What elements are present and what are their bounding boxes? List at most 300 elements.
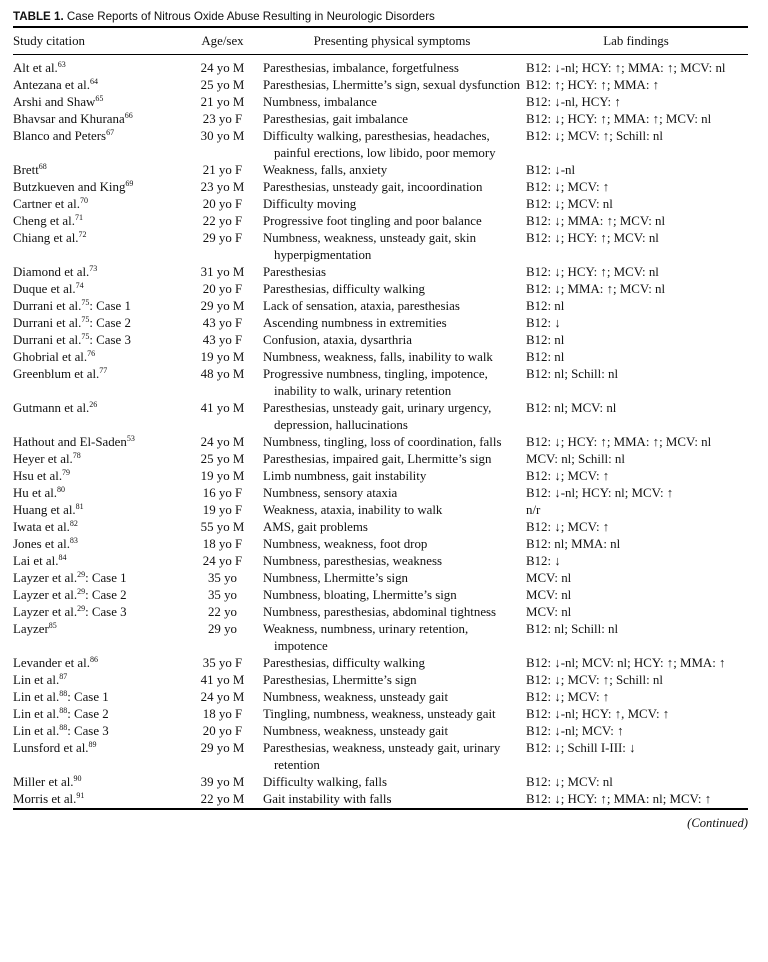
citation-case: : Case 3 xyxy=(85,605,127,619)
citation-name: Durrani et al. xyxy=(13,299,82,313)
citation-ref: 66 xyxy=(124,111,133,120)
study-citation xyxy=(13,111,185,128)
symptoms: Difficulty moving xyxy=(263,197,357,211)
age-sex: 29 yo M xyxy=(200,741,245,755)
symptoms-cell xyxy=(260,553,524,570)
lab-findings: B12: ↓; MMA: ↑; MCV: nl xyxy=(526,282,666,296)
citation-ref: 89 xyxy=(88,740,97,749)
age-sex: 43 yo F xyxy=(202,333,243,347)
table-row xyxy=(13,162,748,179)
header-age-sex: Age/sex xyxy=(201,33,244,48)
citation-case: : Case 3 xyxy=(67,724,109,738)
lab-findings: B12: nl xyxy=(526,350,565,364)
citation-name: Miller et al. xyxy=(13,775,74,789)
table-row xyxy=(13,366,748,400)
symptoms: Numbness, tingling, loss of coordination, falls xyxy=(263,435,502,449)
table-row xyxy=(13,332,748,349)
age-sex: 31 yo M xyxy=(200,265,245,279)
citation-ref: 86 xyxy=(89,655,98,664)
citation-ref: 81 xyxy=(75,502,84,511)
symptoms: Limb numbness, gait instability xyxy=(263,469,427,483)
symptoms-cell xyxy=(260,689,524,706)
table-page xyxy=(13,8,748,831)
symptoms-cell xyxy=(260,281,524,298)
citation-name: Iwata et al. xyxy=(13,520,70,534)
table-row xyxy=(13,723,748,740)
symptoms: Numbness, imbalance xyxy=(263,95,377,109)
citation-name: Blanco and Peters xyxy=(13,129,107,143)
symptoms: Paresthesias, difficulty walking xyxy=(263,656,425,670)
lab-findings: B12: ↓-nl, HCY: ↑ xyxy=(526,95,621,109)
citation-name: Heyer et al. xyxy=(13,452,73,466)
age-sex: 29 yo xyxy=(207,622,237,636)
lab-findings: B12: ↓; MCV: nl xyxy=(526,775,613,789)
lab-findings: B12: nl xyxy=(526,333,565,347)
table-row xyxy=(13,689,748,706)
symptoms: Paresthesias, imbalance, forgetfulness xyxy=(263,61,459,75)
symptoms: Confusion, ataxia, dysarthria xyxy=(263,333,412,347)
age-sex: 20 yo F xyxy=(202,197,243,211)
symptoms: Difficulty walking, falls xyxy=(263,775,387,789)
table-row xyxy=(13,740,748,774)
symptoms: Paresthesias, Lhermitte’s sign, sexual dysfunction xyxy=(263,78,521,92)
lab-findings: B12: ↓; MCV: ↑ xyxy=(526,469,610,483)
citation-ref: 88 xyxy=(59,689,68,698)
age-sex: 55 yo M xyxy=(200,520,245,534)
lab-findings: B12: ↓; MMA: ↑; MCV: nl xyxy=(526,214,666,228)
header-symptoms: Presenting physical symptoms xyxy=(313,33,471,48)
citation-name: Hathout and El-Saden xyxy=(13,435,127,449)
symptoms-cell xyxy=(260,349,524,366)
citation-name: Bhavsar and Khurana xyxy=(13,112,125,126)
symptoms: Paresthesias, weakness, unsteady gait, urinary retention xyxy=(263,741,501,772)
symptoms-cell xyxy=(260,400,524,434)
citation-ref: 67 xyxy=(106,128,115,137)
age-sex: 21 yo F xyxy=(202,163,243,177)
table-row xyxy=(13,791,748,808)
study-citation xyxy=(13,77,185,94)
citation-name: Butzkueven and King xyxy=(13,180,126,194)
age-sex: 30 yo M xyxy=(200,129,245,143)
symptoms: Difficulty walking, paresthesias, headaches, painful erections, low libido, poor memory xyxy=(263,129,496,160)
citation-ref: 82 xyxy=(69,519,78,528)
citation-ref: 72 xyxy=(78,230,87,239)
case-reports-table xyxy=(13,28,748,808)
symptoms: Weakness, numbness, urinary retention, impotence xyxy=(263,622,469,653)
study-citation xyxy=(13,774,185,791)
age-sex: 19 yo F xyxy=(202,503,243,517)
symptoms-cell xyxy=(260,774,524,791)
symptoms-cell xyxy=(260,315,524,332)
table-caption-text: Case Reports of Nitrous Oxide Abuse Resulting in Neurologic Disorders xyxy=(66,10,435,23)
citation-ref: 79 xyxy=(62,468,71,477)
citation-ref: 75 xyxy=(81,332,90,341)
age-sex: 41 yo M xyxy=(200,401,245,415)
table-row xyxy=(13,264,748,281)
study-citation xyxy=(13,587,185,604)
lab-findings: B12: ↓-nl; HCY: ↑, MCV: ↑ xyxy=(526,707,670,721)
age-sex: 19 yo M xyxy=(200,350,245,364)
study-citation xyxy=(13,451,185,468)
citation-ref: 83 xyxy=(69,536,78,545)
study-citation xyxy=(13,332,185,349)
table-row xyxy=(13,349,748,366)
header-lab-findings: Lab findings xyxy=(603,33,669,48)
citation-name: Alt et al. xyxy=(13,61,58,75)
symptoms: Paresthesias, unsteady gait, incoordination xyxy=(263,180,483,194)
table-row xyxy=(13,281,748,298)
symptoms: Paresthesias, Lhermitte’s sign xyxy=(263,673,417,687)
lab-findings: B12: nl; MMA: nl xyxy=(526,537,621,551)
citation-case: : Case 2 xyxy=(67,707,109,721)
table-row xyxy=(13,196,748,213)
citation-name: Cheng et al. xyxy=(13,214,75,228)
study-citation xyxy=(13,485,185,502)
citation-ref: 88 xyxy=(59,706,68,715)
symptoms: Numbness, bloating, Lhermitte’s sign xyxy=(263,588,457,602)
age-sex: 23 yo F xyxy=(202,112,243,126)
table-row xyxy=(13,434,748,451)
study-citation xyxy=(13,570,185,587)
citation-name: Lin et al. xyxy=(13,707,60,721)
citation-name: Layzer et al. xyxy=(13,588,78,602)
symptoms-cell xyxy=(260,366,524,400)
citation-ref: 26 xyxy=(89,400,98,409)
symptoms-cell xyxy=(260,196,524,213)
citation-case: : Case 2 xyxy=(89,316,131,330)
lab-findings: B12: ↓; MCV: ↑; Schill: nl xyxy=(526,673,663,687)
age-sex: 48 yo M xyxy=(200,367,245,381)
citation-name: Cartner et al. xyxy=(13,197,80,211)
header-study-citation: Study citation xyxy=(13,33,85,48)
symptoms: Paresthesias, difficulty walking xyxy=(263,282,425,296)
lab-findings: MCV: nl xyxy=(526,605,572,619)
symptoms: Progressive numbness, tingling, impotence, inability to walk, urinary retention xyxy=(263,367,488,398)
table-row xyxy=(13,502,748,519)
citation-name: Durrani et al. xyxy=(13,316,82,330)
citation-name: Brett xyxy=(13,163,39,177)
age-sex: 35 yo xyxy=(207,588,237,602)
citation-ref: 85 xyxy=(48,621,57,630)
citation-ref: 64 xyxy=(89,77,98,86)
table-row xyxy=(13,111,748,128)
symptoms-cell xyxy=(260,672,524,689)
symptoms-cell xyxy=(260,434,524,451)
lab-findings: B12: ↓-nl; MCV: ↑ xyxy=(526,724,624,738)
table-row xyxy=(13,400,748,434)
symptoms: Tingling, numbness, weakness, unsteady gait xyxy=(263,707,496,721)
age-sex: 25 yo M xyxy=(200,78,245,92)
lab-findings: B12: ↓; HCY: ↑; MMA: ↑; MCV: nl xyxy=(526,435,712,449)
symptoms: Gait instability with falls xyxy=(263,792,392,806)
citation-ref: 53 xyxy=(126,434,135,443)
citation-ref: 91 xyxy=(76,791,85,800)
table-row xyxy=(13,604,748,621)
lab-findings: B12: ↓-nl; MCV: nl; HCY: ↑; MMA: ↑ xyxy=(526,656,726,670)
symptoms: Numbness, sensory ataxia xyxy=(263,486,398,500)
citation-ref: 84 xyxy=(58,553,67,562)
study-citation xyxy=(13,349,185,366)
symptoms-cell xyxy=(260,55,524,77)
table-row xyxy=(13,774,748,791)
age-sex: 23 yo M xyxy=(200,180,245,194)
citation-ref: 88 xyxy=(59,723,68,732)
age-sex: 18 yo F xyxy=(202,537,243,551)
study-citation xyxy=(13,672,185,689)
study-citation xyxy=(13,604,185,621)
citation-name: Layzer xyxy=(13,622,49,636)
citation-name: Arshi and Shaw xyxy=(13,95,96,109)
lab-findings: B12: nl; MCV: nl xyxy=(526,401,617,415)
citation-name: Chiang et al. xyxy=(13,231,79,245)
symptoms: Progressive foot tingling and poor balance xyxy=(263,214,482,228)
citation-name: Lai et al. xyxy=(13,554,59,568)
citation-name: Layzer et al. xyxy=(13,605,78,619)
table-row xyxy=(13,213,748,230)
citation-ref: 29 xyxy=(77,604,86,613)
symptoms: Weakness, falls, anxiety xyxy=(263,163,388,177)
table-row xyxy=(13,55,748,77)
symptoms-cell xyxy=(260,604,524,621)
table-row xyxy=(13,519,748,536)
symptoms-cell xyxy=(260,502,524,519)
symptoms-cell xyxy=(260,740,524,774)
symptoms-cell xyxy=(260,128,524,162)
age-sex: 35 yo F xyxy=(202,656,243,670)
citation-ref: 78 xyxy=(72,451,81,460)
continued-note: (Continued) xyxy=(687,816,748,830)
lab-findings: n/r xyxy=(526,503,541,517)
citation-ref: 75 xyxy=(81,315,90,324)
table-caption xyxy=(13,8,748,26)
symptoms: Numbness, weakness, foot drop xyxy=(263,537,428,551)
citation-name: Morris et al. xyxy=(13,792,77,806)
lab-findings: B12: nl xyxy=(526,299,565,313)
symptoms-cell xyxy=(260,264,524,281)
study-citation xyxy=(13,128,185,162)
age-sex: 43 yo F xyxy=(202,316,243,330)
citation-case: : Case 1 xyxy=(85,571,127,585)
citation-name: Durrani et al. xyxy=(13,333,82,347)
age-sex: 39 yo M xyxy=(200,775,245,789)
study-citation xyxy=(13,723,185,740)
lab-findings: B12: ↓; Schill I-III: ↓ xyxy=(526,741,636,755)
citation-name: Lin et al. xyxy=(13,724,60,738)
symptoms-cell xyxy=(260,536,524,553)
citation-case: : Case 2 xyxy=(85,588,127,602)
symptoms-cell xyxy=(260,621,524,655)
symptoms-cell xyxy=(260,213,524,230)
age-sex: 24 yo F xyxy=(202,554,243,568)
study-citation xyxy=(13,213,185,230)
age-sex: 24 yo M xyxy=(200,435,245,449)
citation-name: Greenblum et al. xyxy=(13,367,100,381)
citation-ref: 68 xyxy=(38,162,47,171)
symptoms-cell xyxy=(260,77,524,94)
lab-findings: B12: ↑; HCY: ↑; MMA: ↑ xyxy=(526,78,660,92)
citation-ref: 63 xyxy=(57,60,66,69)
study-citation xyxy=(13,740,185,774)
symptoms-cell xyxy=(260,723,524,740)
symptoms-cell xyxy=(260,468,524,485)
symptoms: Paresthesias, impaired gait, Lhermitte’s sign xyxy=(263,452,492,466)
age-sex: 16 yo F xyxy=(202,486,243,500)
age-sex: 22 yo F xyxy=(202,214,243,228)
symptoms-cell xyxy=(260,298,524,315)
age-sex: 25 yo M xyxy=(200,452,245,466)
symptoms-cell xyxy=(260,111,524,128)
citation-ref: 29 xyxy=(77,570,86,579)
lab-findings: B12: nl; Schill: nl xyxy=(526,622,619,636)
table-row xyxy=(13,179,748,196)
lab-findings: B12: ↓; HCY: ↑; MMA: ↑; MCV: nl xyxy=(526,112,712,126)
age-sex: 35 yo xyxy=(207,571,237,585)
lab-findings: MCV: nl xyxy=(526,588,572,602)
citation-name: Ghobrial et al. xyxy=(13,350,88,364)
table-row xyxy=(13,570,748,587)
citation-ref: 73 xyxy=(89,264,98,273)
table-row xyxy=(13,77,748,94)
table-row xyxy=(13,672,748,689)
table-row xyxy=(13,451,748,468)
symptoms: Numbness, Lhermitte’s sign xyxy=(263,571,409,585)
citation-name: Huang et al. xyxy=(13,503,76,517)
lab-findings: B12: ↓ xyxy=(526,554,561,568)
study-citation xyxy=(13,553,185,570)
citation-name: Antezana et al. xyxy=(13,78,90,92)
citation-case: : Case 1 xyxy=(67,690,109,704)
citation-name: Levander et al. xyxy=(13,656,90,670)
study-citation xyxy=(13,196,185,213)
citation-ref: 75 xyxy=(81,298,90,307)
lab-findings: B12: ↓; HCY: ↑; MCV: nl xyxy=(526,231,659,245)
age-sex: 24 yo M xyxy=(200,690,245,704)
citation-case: : Case 1 xyxy=(89,299,131,313)
study-citation xyxy=(13,655,185,672)
symptoms: AMS, gait problems xyxy=(263,520,368,534)
symptoms-cell xyxy=(260,655,524,672)
lab-findings: B12: ↓; MCV: ↑ xyxy=(526,180,610,194)
citation-name: Duque et al. xyxy=(13,282,76,296)
citation-ref: 29 xyxy=(77,587,86,596)
citation-name: Jones et al. xyxy=(13,537,70,551)
symptoms-cell xyxy=(260,519,524,536)
study-citation xyxy=(13,315,185,332)
table-row xyxy=(13,94,748,111)
citation-ref: 74 xyxy=(75,281,84,290)
study-citation xyxy=(13,55,185,77)
symptoms-cell xyxy=(260,706,524,723)
table-row xyxy=(13,553,748,570)
symptoms: Numbness, weakness, unsteady gait xyxy=(263,724,449,738)
citation-ref: 70 xyxy=(79,196,88,205)
study-citation xyxy=(13,230,185,264)
study-citation xyxy=(13,621,185,655)
citation-name: Diamond et al. xyxy=(13,265,90,279)
age-sex: 20 yo F xyxy=(202,282,243,296)
citation-name: Hsu et al. xyxy=(13,469,63,483)
lab-findings: B12: ↓-nl xyxy=(526,163,576,177)
study-citation xyxy=(13,179,185,196)
study-citation xyxy=(13,366,185,400)
symptoms: Weakness, ataxia, inability to walk xyxy=(263,503,443,517)
citation-ref: 77 xyxy=(99,366,108,375)
table-row xyxy=(13,655,748,672)
symptoms-cell xyxy=(260,179,524,196)
bottom-rule xyxy=(13,808,748,810)
symptoms-cell xyxy=(260,485,524,502)
age-sex: 29 yo F xyxy=(202,231,243,245)
study-citation xyxy=(13,502,185,519)
symptoms: Paresthesias, unsteady gait, urinary urgency, depression, hallucinations xyxy=(263,401,492,432)
study-citation xyxy=(13,519,185,536)
citation-name: Lunsford et al. xyxy=(13,741,89,755)
lab-findings: B12: ↓; HCY: ↑; MCV: nl xyxy=(526,265,659,279)
symptoms-cell xyxy=(260,162,524,179)
table-body xyxy=(13,55,748,808)
lab-findings: B12: ↓ xyxy=(526,316,561,330)
study-citation xyxy=(13,281,185,298)
table-row xyxy=(13,298,748,315)
citation-ref: 76 xyxy=(87,349,96,358)
table-row xyxy=(13,128,748,162)
lab-findings: B12: nl; Schill: nl xyxy=(526,367,619,381)
age-sex: 24 yo M xyxy=(200,61,245,75)
symptoms-cell xyxy=(260,791,524,808)
symptoms-cell xyxy=(260,332,524,349)
lab-findings: B12: ↓-nl; HCY: ↑; MMA: ↑; MCV: nl xyxy=(526,61,726,75)
citation-ref: 71 xyxy=(74,213,83,222)
symptoms: Paresthesias, gait imbalance xyxy=(263,112,408,126)
table-row xyxy=(13,230,748,264)
symptoms-cell xyxy=(260,94,524,111)
citation-ref: 90 xyxy=(73,774,82,783)
table-row xyxy=(13,468,748,485)
symptoms: Paresthesias xyxy=(263,265,327,279)
symptoms-cell xyxy=(260,230,524,264)
lab-findings: B12: ↓-nl; HCY: nl; MCV: ↑ xyxy=(526,486,674,500)
study-citation xyxy=(13,689,185,706)
study-citation xyxy=(13,298,185,315)
study-citation xyxy=(13,434,185,451)
citation-name: Lin et al. xyxy=(13,690,60,704)
age-sex: 29 yo M xyxy=(200,299,245,313)
study-citation xyxy=(13,94,185,111)
table-caption-label: TABLE 1. xyxy=(13,10,64,23)
citation-ref: 80 xyxy=(57,485,66,494)
symptoms: Numbness, paresthesias, weakness xyxy=(263,554,442,568)
symptoms-cell xyxy=(260,451,524,468)
study-citation xyxy=(13,162,185,179)
age-sex: 22 yo xyxy=(207,605,237,619)
symptoms: Numbness, weakness, unsteady gait, skin hyperpigmentation xyxy=(263,231,477,262)
study-citation xyxy=(13,536,185,553)
header-row xyxy=(13,28,748,54)
citation-name: Gutmann et al. xyxy=(13,401,90,415)
citation-case: : Case 3 xyxy=(89,333,131,347)
table-row xyxy=(13,485,748,502)
citation-ref: 65 xyxy=(95,94,104,103)
lab-findings: B12: ↓; MCV: nl xyxy=(526,197,613,211)
citation-name: Lin et al. xyxy=(13,673,60,687)
symptoms: Numbness, paresthesias, abdominal tightness xyxy=(263,605,497,619)
symptoms: Lack of sensation, ataxia, paresthesias xyxy=(263,299,460,313)
age-sex: 41 yo M xyxy=(200,673,245,687)
table-row xyxy=(13,587,748,604)
lab-findings: B12: ↓; MCV: ↑; Schill: nl xyxy=(526,129,663,143)
study-citation xyxy=(13,706,185,723)
age-sex: 21 yo M xyxy=(200,95,245,109)
